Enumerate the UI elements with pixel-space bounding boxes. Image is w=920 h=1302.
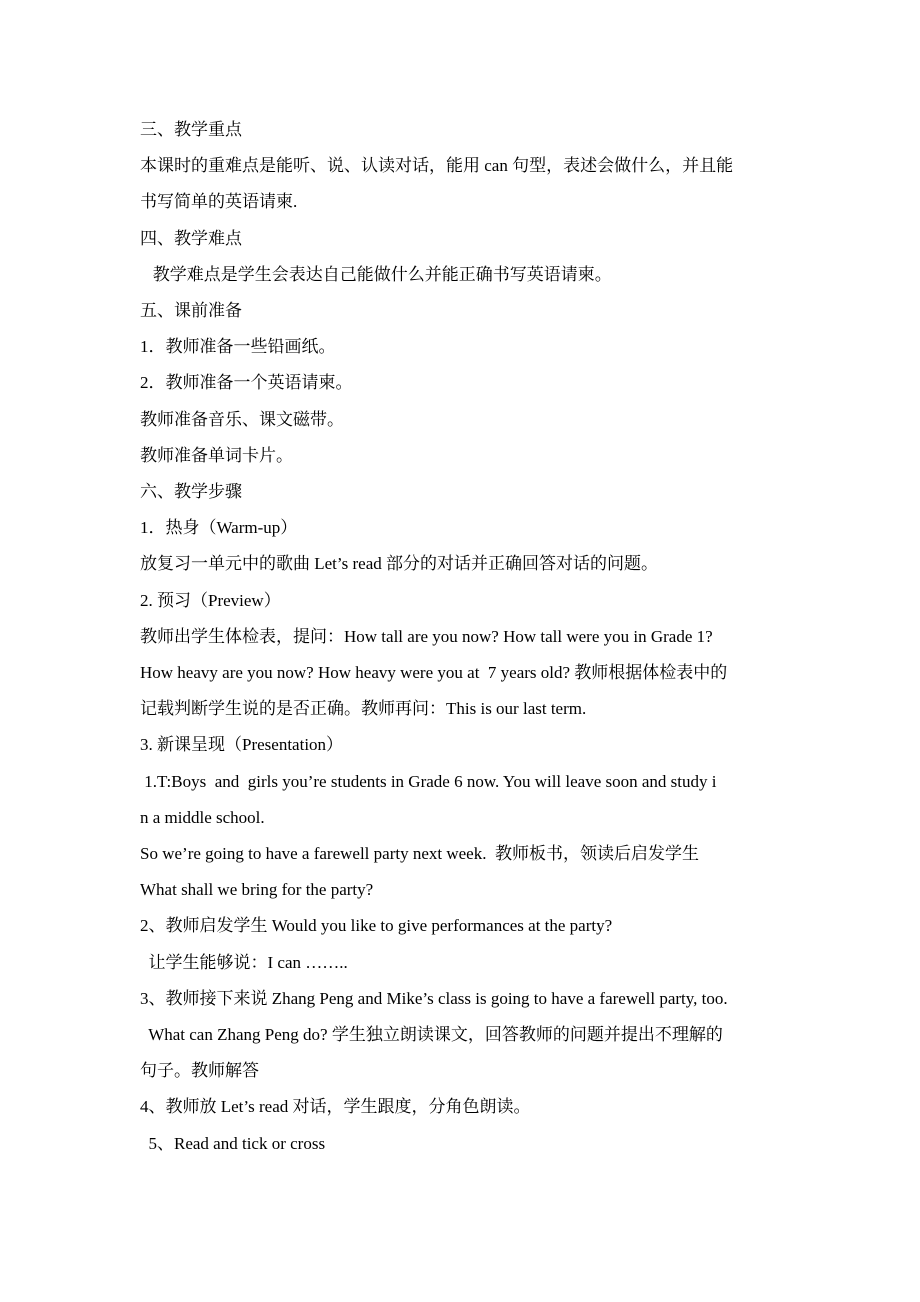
text-line: What shall we bring for the party? [140, 880, 374, 900]
text-line: 2、教师启发学生 Would you like to give performances at the party? [140, 916, 613, 936]
text-line: 4、教师放 Let’s read 对话，学生跟度，分角色朗读。 [140, 1097, 531, 1117]
text-line: n a middle school. [140, 807, 265, 827]
text-line: 3、教师接下来说 Zhang Peng and Mike’s class is going to have a farewell party, too. [140, 988, 728, 1008]
text-line: 本课时的重难点是能听、说、认读对话，能用 can 句型，表述会做什么，并且能 [140, 156, 734, 176]
text-line: 教师准备单词卡片。 [140, 445, 293, 465]
text-line: 2．教师准备一个英语请柬。 [140, 373, 353, 393]
text-line: How heavy are you now? How heavy were you at 7 years old? 教师根据体检表中的 [140, 663, 728, 682]
text-line: 五、课前准备 [140, 301, 242, 320]
text-line: 三、教学重点 [140, 120, 242, 139]
text-line: 让学生能够说：I can …….. [140, 952, 348, 972]
text-line: 教师准备音乐、课文磁带。 [140, 409, 344, 429]
text-line: 书写简单的英语请柬. [140, 192, 298, 212]
text-line: 1．教师准备一些铅画纸。 [140, 337, 336, 357]
text-line: So we’re going to have a farewell party next week. 教师板书，领读后启发学生 [140, 844, 699, 863]
text-line: 教学难点是学生会表达自己能做什么并能正确书写英语请柬。 [140, 264, 612, 284]
text-line: 1.T:Boys and girls you’re students in Grade 6 now. You will leave soon and study i [140, 771, 717, 791]
text-line: 2. 预习（Preview） [140, 590, 281, 610]
text-line: What can Zhang Peng do? 学生独立朗读课文，回答教师的问题并提出不理解的 [140, 1025, 723, 1044]
text-line: 句子。教师解答 [140, 1061, 259, 1081]
text-line: 记载判断学生说的是否正确。教师再问：This is our last term. [140, 699, 587, 719]
text-line: 放复习一单元中的歌曲 Let’s read 部分的对话并正确回答对话的问题。 [140, 554, 658, 574]
text-line: 3. 新课呈现（Presentation） [140, 735, 344, 755]
text-line: 5、Read and tick or cross [140, 1133, 326, 1153]
text-line: 1．热身（Warm-up） [140, 518, 298, 538]
text-line: 六、教学步骤 [140, 482, 242, 501]
text-line: 教师出学生体检表，提问：How tall are you now? How tall were you in Grade 1? [140, 626, 713, 646]
text-line: 四、教学难点 [140, 228, 242, 248]
